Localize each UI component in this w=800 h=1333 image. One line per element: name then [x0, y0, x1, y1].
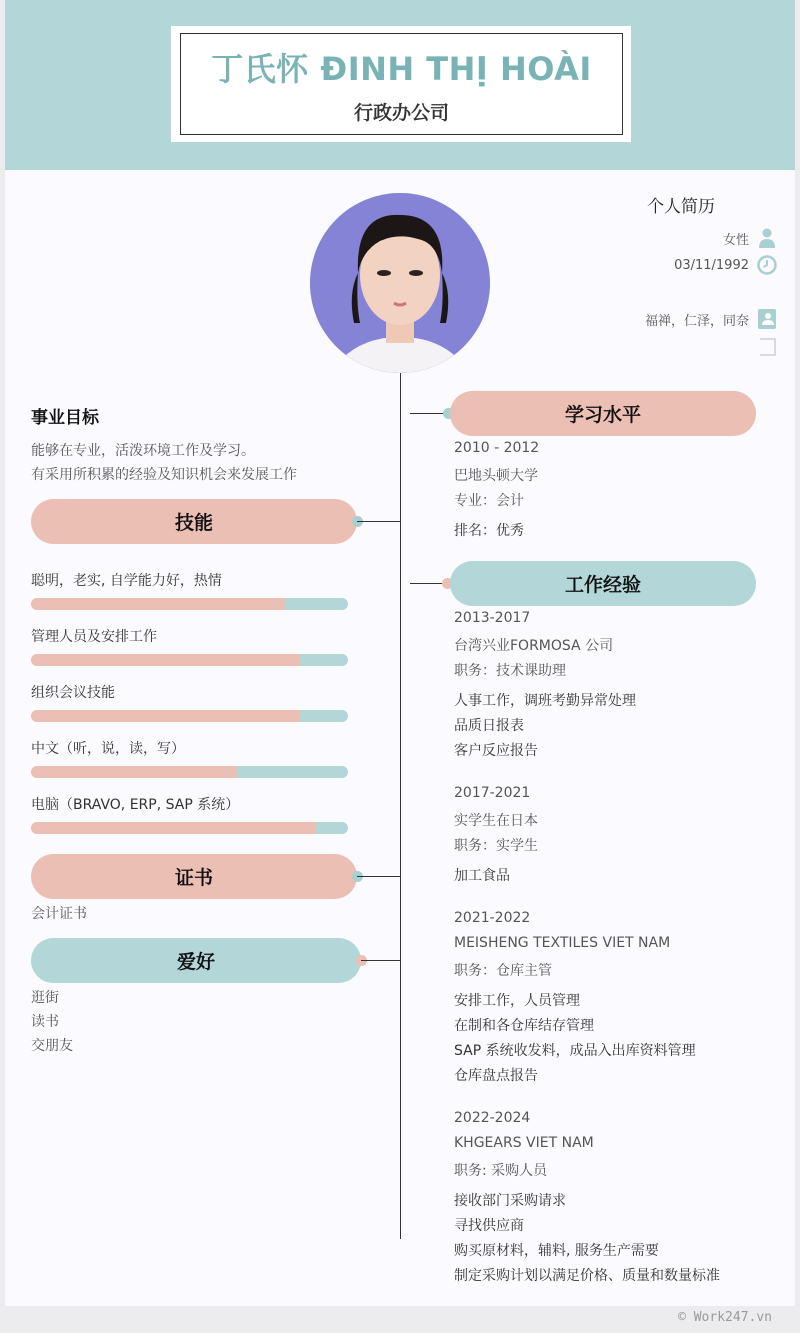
timeline-line: [400, 373, 401, 1239]
contact-card-icon: [757, 337, 777, 357]
certificates-connector-line: [357, 876, 401, 877]
education-heading: 学习水平: [450, 391, 756, 436]
objective-heading: 事业目标: [31, 408, 99, 428]
job-role: 职务：技术课助理: [454, 663, 566, 679]
person-icon: [757, 228, 777, 248]
job-period: 2021-2022: [454, 910, 531, 926]
education-school: 巴地头顿大学: [454, 468, 538, 484]
job-title: 行政办公司: [353, 102, 449, 124]
job-company: 实学生在日本: [454, 813, 538, 829]
job-task: SAP 系统收发料，成品入出库资料管理: [454, 1043, 696, 1059]
skills-heading: 技能: [31, 499, 357, 544]
job-task: 寻找供应商: [454, 1218, 524, 1234]
job-period: 2022-2024: [454, 1110, 531, 1126]
job-task: 接收部门采购请求: [454, 1193, 566, 1209]
birthdate-row: [674, 254, 777, 276]
extra-row: [749, 336, 777, 358]
skill-label: 中文（听，说，读，写）: [31, 741, 185, 757]
objective-line-1: 能够在专业，活泼环境工作及学习。: [31, 443, 255, 459]
education-major: 专业：会计: [454, 493, 524, 509]
address-text: 福禅，仁泽，同奈: [644, 313, 749, 329]
skill-bar: [31, 766, 348, 778]
job-task: 制定采购计划以满足价格、质量和数量标准: [454, 1268, 720, 1284]
skills-connector-line: [357, 521, 401, 522]
skill-bar-fill: [31, 598, 285, 610]
birthdate-text: 03/11/1992: [674, 257, 749, 273]
full-name: 丁氏怀 ĐINH THỊ HOÀI: [211, 50, 592, 88]
address-book-icon: [757, 309, 777, 329]
skill-bar-fill: [31, 766, 237, 778]
experience-heading: 工作经验: [450, 561, 756, 606]
resume-page: [5, 0, 795, 1306]
skill-bar: [31, 598, 348, 610]
job-company: KHGEARS VIET NAM: [454, 1135, 594, 1151]
skill-bar: [31, 710, 348, 722]
clock-icon: [757, 255, 777, 275]
job-company: MEISHENG TEXTILES VIET NAM: [454, 935, 671, 951]
job-task: 购买原材料，辅料, 服务生产需要: [454, 1243, 659, 1259]
name-card: [171, 26, 631, 142]
hobby-item: 交朋友: [31, 1038, 73, 1054]
job-task: 加工食品: [454, 868, 510, 884]
hobbies-heading: 爱好: [31, 938, 361, 983]
objective-line-2: 有采用所积累的经验及知识机会来发展工作: [31, 467, 297, 483]
profile-heading: 个人简历: [647, 197, 715, 217]
address-row: [645, 308, 777, 330]
profile-photo: [310, 193, 490, 373]
skill-bar: [31, 822, 348, 834]
certificate-item: 会计证书: [31, 906, 87, 922]
hobby-item: 读书: [31, 1014, 59, 1030]
skill-label: 管理人员及安排工作: [31, 629, 157, 645]
skill-label: 组织会议技能: [31, 685, 115, 701]
job-task: 品质日报表: [454, 718, 524, 734]
skill-bar-fill: [31, 822, 316, 834]
job-task: 在制和各仓库结存管理: [454, 1018, 594, 1034]
job-role: 职务: 采购人员: [454, 1163, 548, 1179]
job-role: 职务：仓库主管: [454, 963, 552, 979]
skill-label: 聪明，老实, 自学能力好，热情: [31, 573, 222, 589]
education-rank: 排名：优秀: [454, 523, 524, 539]
job-company: 台湾兴业FORMOSA 公司: [454, 638, 614, 654]
job-task: 人事工作，调班考勤异常处理: [454, 693, 636, 709]
job-period: 2017-2021: [454, 785, 531, 801]
skill-bar-fill: [31, 710, 300, 722]
education-period: 2010 - 2012: [454, 440, 540, 456]
gender-text: 女性: [722, 232, 749, 248]
certificates-heading: 证书: [31, 854, 357, 899]
skill-label: 电脑（BRAVO, ERP, SAP 系统）: [31, 797, 240, 813]
gender-row: [723, 227, 777, 249]
hobby-item: 逛街: [31, 990, 59, 1006]
name-card-frame: [180, 33, 623, 135]
job-task: 仓库盘点报告: [454, 1068, 538, 1084]
job-task: 客户反应报告: [454, 743, 538, 759]
hobbies-connector-line: [361, 960, 401, 961]
skill-bar-fill: [31, 654, 300, 666]
job-role: 职务：实学生: [454, 838, 538, 854]
skill-bar: [31, 654, 348, 666]
watermark: © Work247.vn: [678, 1310, 772, 1325]
job-task: 安排工作，人员管理: [454, 993, 580, 1009]
job-period: 2013-2017: [454, 610, 531, 626]
